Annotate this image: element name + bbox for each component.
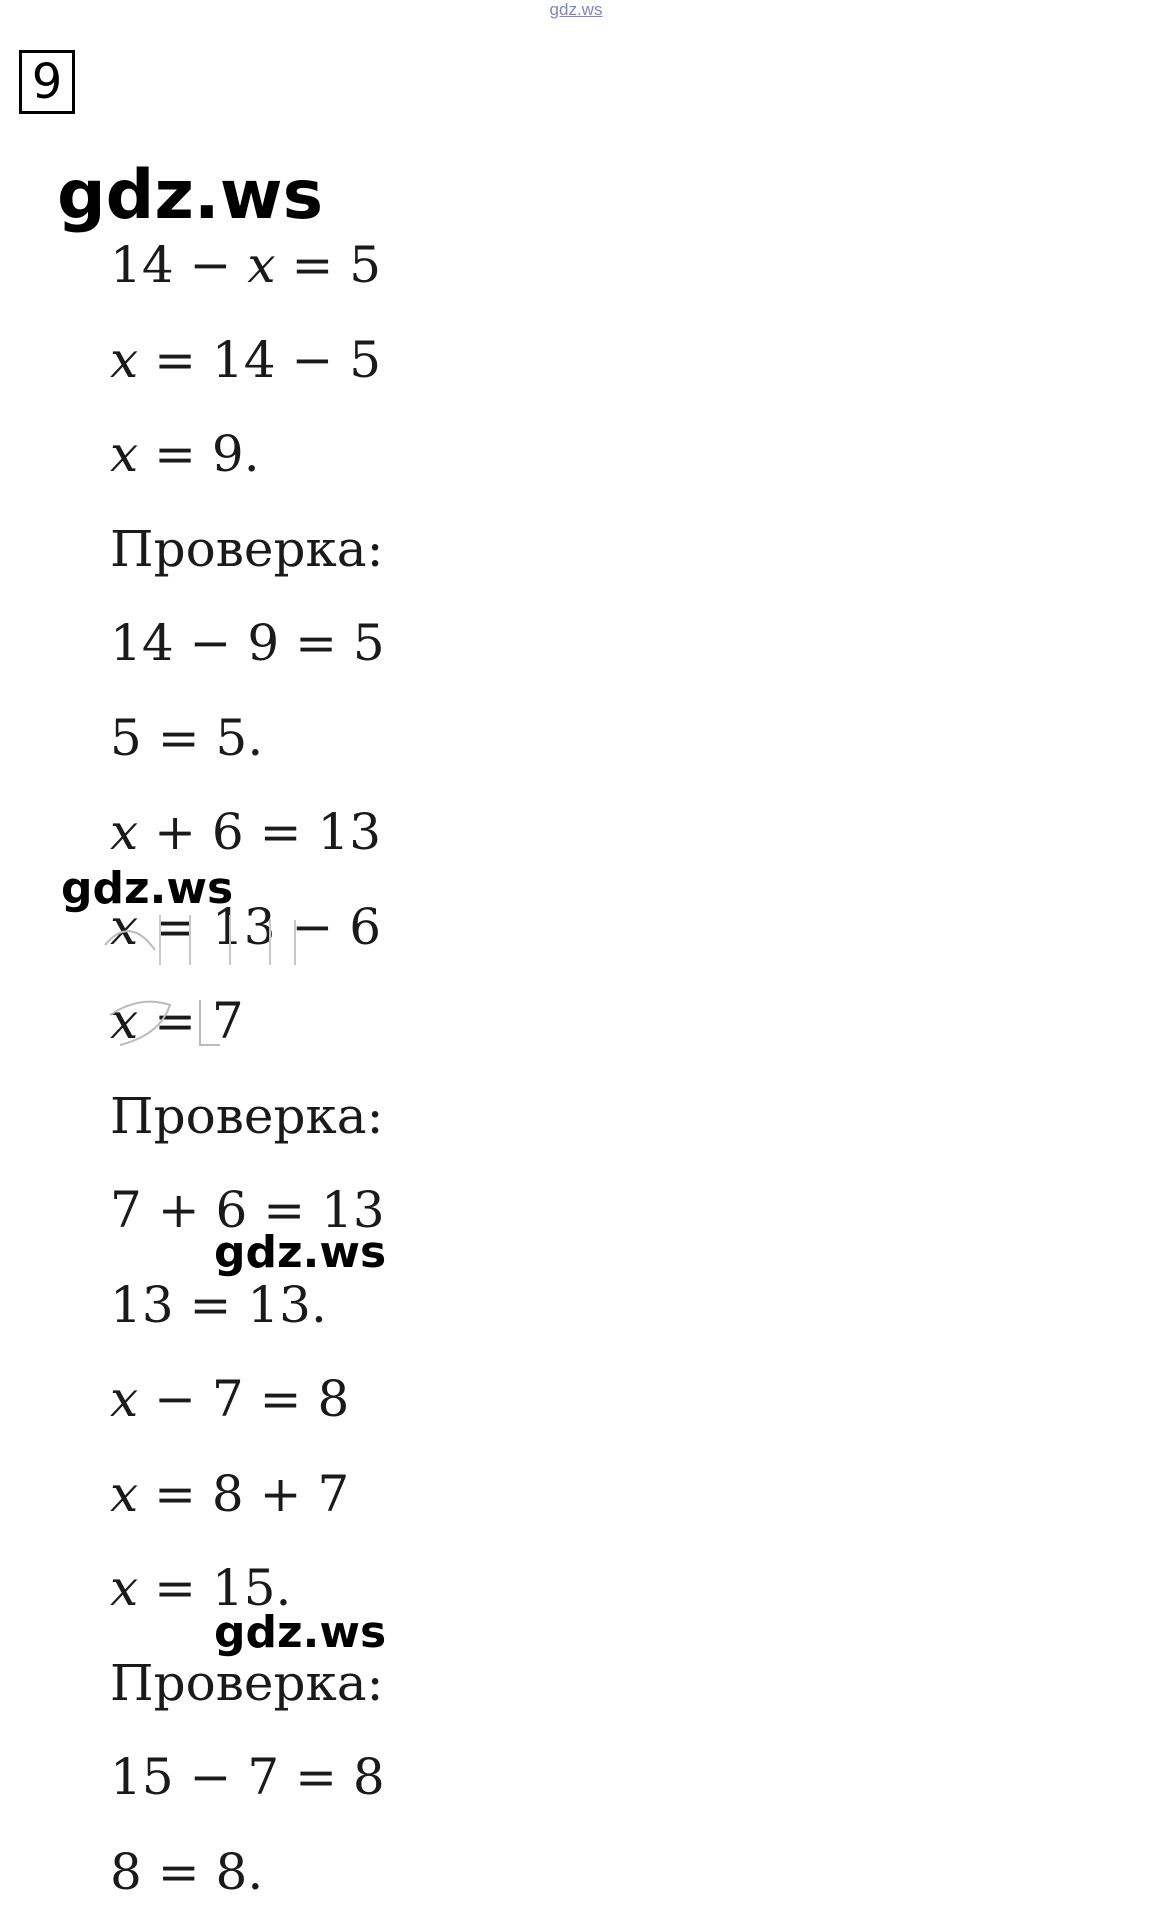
equation-line: x = 9. bbox=[110, 419, 385, 514]
equation-line: x + 6 = 13 bbox=[110, 797, 385, 892]
equation-line: x = 8 + 7 bbox=[110, 1459, 385, 1554]
equation-line: 7 + 6 = 13 bbox=[110, 1175, 385, 1270]
check-label: Проверка: bbox=[110, 1648, 385, 1743]
watermark-logo: gdz.ws bbox=[214, 1607, 386, 1659]
watermark-logo: gdz.ws bbox=[61, 863, 233, 915]
equation-line: x = 13 − 6 bbox=[110, 892, 385, 987]
equation-line: 13 = 13. bbox=[110, 1270, 385, 1365]
equation-line: 8 = 8. bbox=[110, 1837, 385, 1931]
equation-line: 15 − 7 = 8 bbox=[110, 1742, 385, 1837]
equation-line: x = 14 − 5 bbox=[110, 325, 385, 420]
task-number-box: 9 bbox=[19, 50, 75, 114]
equation-line: 14 − x = 5 bbox=[110, 230, 385, 325]
check-label: Проверка: bbox=[110, 514, 385, 609]
equation-line: x = 15. bbox=[110, 1553, 385, 1648]
site-watermark-link[interactable]: gdz.ws bbox=[0, 0, 1152, 20]
solution-block bbox=[110, 230, 385, 1931]
equation-line: x = 7 bbox=[110, 986, 385, 1081]
equation-line: 5 = 5. bbox=[110, 703, 385, 798]
equation-line: x − 7 = 8 bbox=[110, 1364, 385, 1459]
equation-line: 14 − 9 = 5 bbox=[110, 608, 385, 703]
check-label: Проверка: bbox=[110, 1081, 385, 1176]
watermark-logo: gdz.ws bbox=[57, 156, 323, 236]
watermark-logo: gdz.ws bbox=[214, 1227, 386, 1279]
